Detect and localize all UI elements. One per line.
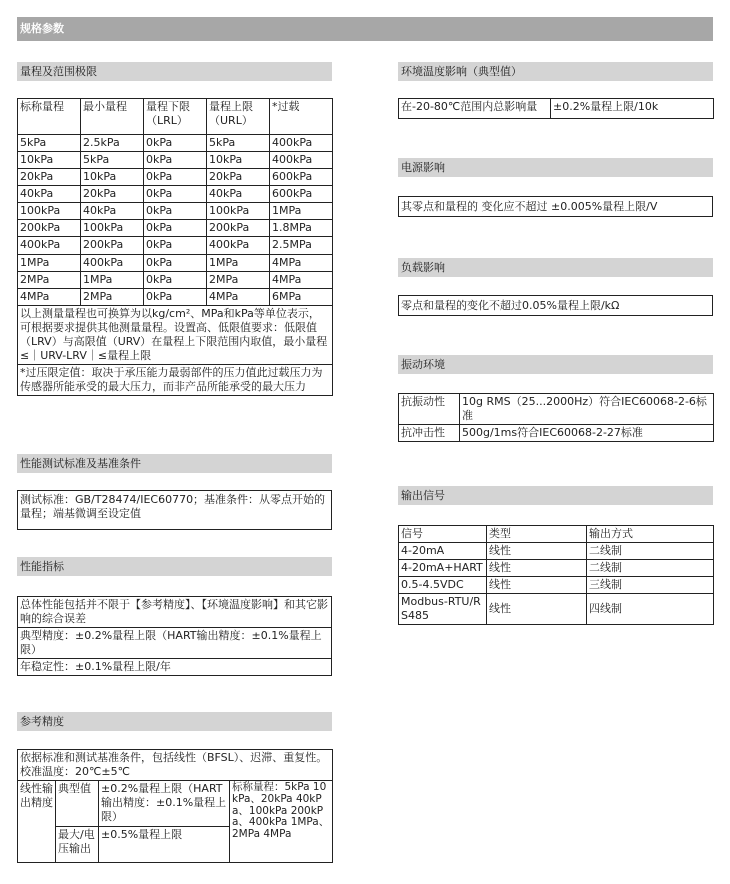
- cell-nominal: 100kPa: [18, 203, 81, 220]
- range-row: [18, 271, 333, 288]
- overload-note-row: [18, 365, 333, 396]
- cell-min: 40kPa: [81, 203, 144, 220]
- col-header-nominal: 标称量程: [18, 99, 81, 135]
- cell-overload: 600kPa: [270, 186, 333, 203]
- overload-note: *过压限定值：取决于承压能力最弱部件的压力值此过载压力为传感器所能承受的最大压力，而非产品所能承受的最大压力: [18, 365, 333, 396]
- col-header-url: 量程上限（URL）: [207, 99, 270, 135]
- col-header-type: 类型: [487, 526, 587, 543]
- cell-mode: 二线制: [587, 560, 714, 577]
- cell-nominal: 200kPa: [18, 220, 81, 237]
- power-text: 其零点和量程的 变化应不超过 ±0.005%量程上限/V: [401, 200, 658, 213]
- perf-typical: 典型精度：±0.2%量程上限（HART输出精度：±0.1%量程上限）: [18, 628, 332, 659]
- temp-table: [398, 98, 714, 119]
- vibration-row: [399, 394, 714, 425]
- typical-value: ±0.2%量程上限（HART输出精度：±0.1%量程上限）: [99, 781, 230, 827]
- section-title-vibration: 振动环境: [398, 355, 713, 374]
- cell-signal: 0.5-4.5VDC: [399, 577, 487, 594]
- cell-type: 线性: [487, 560, 587, 577]
- cell-url: 20kPa: [207, 169, 270, 186]
- temp-row: [399, 99, 714, 119]
- range-row: [18, 254, 333, 271]
- cell-lrl: 0kPa: [144, 203, 207, 220]
- col-header-lrl: 量程下限（LRL）: [144, 99, 207, 135]
- cell-mode: 四线制: [587, 594, 714, 625]
- cell-overload: 400kPa: [270, 135, 333, 152]
- section-title-perf: 性能指标: [17, 557, 332, 576]
- ref-acc-table: [17, 749, 333, 863]
- cell-lrl: 0kPa: [144, 135, 207, 152]
- perf-std-text: 测试标准：GB/T28474/IEC60770；基准条件：从零点开始的量程；端基微调至设定值: [20, 493, 326, 521]
- cell-lrl: 0kPa: [144, 237, 207, 254]
- cell-nominal: 10kPa: [18, 152, 81, 169]
- cell-lrl: 0kPa: [144, 220, 207, 237]
- cell-overload: 400kPa: [270, 152, 333, 169]
- cell-overload: 6MPa: [270, 288, 333, 305]
- load-box: [398, 295, 713, 316]
- cell-nominal: 40kPa: [18, 186, 81, 203]
- cell-overload: 1MPa: [270, 203, 333, 220]
- cell-overload: 4MPa: [270, 271, 333, 288]
- range-row: [18, 220, 333, 237]
- ref-acc-intro: 依据标准和测试基准条件，包括线性（BFSL）、迟滞、重复性。校准温度：20℃±5℃: [18, 750, 333, 781]
- cell-min: 400kPa: [81, 254, 144, 271]
- section-title-power: 电源影响: [398, 158, 713, 177]
- vibration-value: 10g RMS（25...2000Hz）符合IEC60068-2-6标准: [460, 394, 714, 425]
- col-header-mode: 输出方式: [587, 526, 714, 543]
- cell-signal: 4-20mA: [399, 543, 487, 560]
- output-row: [399, 543, 714, 560]
- range-note: 以上测量量程也可换算为以kg/cm²、MPa和kPa等单位表示，可根据要求提供其他测量量程。设置高、低限值要求：低限值（LRV）与高限值（URV）在量程上下限范围内取值，最小量程≤｜URV-LRV｜≤量程上限: [18, 305, 333, 364]
- cell-min: 2.5kPa: [81, 135, 144, 152]
- shock-label: 抗冲击性: [399, 425, 460, 442]
- section-title-output: 输出信号: [398, 486, 713, 505]
- cell-signal: 4-20mA+HART: [399, 560, 487, 577]
- cell-url: 5kPa: [207, 135, 270, 152]
- nominal-ranges-note: 标称量程：5kPa 10kPa、20kPa 40kPa、100kPa 200kPa、400kPa 1MPa、2MPa 4MPa: [230, 781, 333, 863]
- cell-lrl: 0kPa: [144, 186, 207, 203]
- section-title-perf-std: 性能测试标准及基准条件: [17, 454, 332, 473]
- vibration-table: [398, 393, 714, 442]
- range-row: [18, 152, 333, 169]
- linear-output-label: 线性输出精度: [18, 781, 56, 863]
- range-row: [18, 203, 333, 220]
- cell-lrl: 0kPa: [144, 254, 207, 271]
- cell-signal: Modbus-RTU/RS485: [399, 594, 487, 625]
- cell-min: 1MPa: [81, 271, 144, 288]
- cell-nominal: 2MPa: [18, 271, 81, 288]
- cell-url: 40kPa: [207, 186, 270, 203]
- cell-nominal: 5kPa: [18, 135, 81, 152]
- typical-label: 典型值: [56, 781, 99, 827]
- cell-min: 10kPa: [81, 169, 144, 186]
- output-row: [399, 594, 714, 625]
- output-table: [398, 525, 714, 625]
- cell-lrl: 0kPa: [144, 288, 207, 305]
- range-header-row: [18, 99, 333, 135]
- cell-mode: 三线制: [587, 577, 714, 594]
- ref-acc-typical-row: [18, 781, 333, 827]
- cell-min: 5kPa: [81, 152, 144, 169]
- section-title-range: 量程及范围极限: [17, 62, 332, 81]
- power-box: [398, 196, 713, 217]
- section-title-load: 负载影响: [398, 258, 713, 277]
- cell-mode: 二线制: [587, 543, 714, 560]
- max-value: ±0.5%量程上限: [99, 827, 230, 863]
- page-title: 规格参数: [17, 17, 713, 41]
- temp-label: 在-20-80℃范围内总影响量: [399, 99, 551, 119]
- cell-nominal: 400kPa: [18, 237, 81, 254]
- cell-min: 100kPa: [81, 220, 144, 237]
- range-row: [18, 237, 333, 254]
- section-title-temp: 环境温度影响（典型值）: [398, 62, 713, 81]
- cell-min: 2MPa: [81, 288, 144, 305]
- vibration-label: 抗振动性: [399, 394, 460, 425]
- cell-url: 1MPa: [207, 254, 270, 271]
- cell-overload: 1.8MPa: [270, 220, 333, 237]
- output-header-row: [399, 526, 714, 543]
- perf-row: [18, 659, 332, 676]
- cell-overload: 600kPa: [270, 169, 333, 186]
- cell-min: 200kPa: [81, 237, 144, 254]
- perf-stability: 年稳定性：±0.1%量程上限/年: [18, 659, 332, 676]
- cell-lrl: 0kPa: [144, 169, 207, 186]
- load-text: 零点和量程的变化不超过0.05%量程上限/kΩ: [401, 299, 620, 312]
- cell-nominal: 4MPa: [18, 288, 81, 305]
- range-note-row: [18, 305, 333, 364]
- cell-min: 20kPa: [81, 186, 144, 203]
- shock-row: [399, 425, 714, 442]
- section-title-ref-acc: 参考精度: [17, 712, 332, 731]
- range-row: [18, 186, 333, 203]
- cell-type: 线性: [487, 543, 587, 560]
- range-table: [17, 98, 333, 396]
- cell-url: 10kPa: [207, 152, 270, 169]
- perf-row: [18, 628, 332, 659]
- cell-nominal: 1MPa: [18, 254, 81, 271]
- range-row: [18, 288, 333, 305]
- output-row: [399, 560, 714, 577]
- cell-lrl: 0kPa: [144, 152, 207, 169]
- ref-acc-intro-row: [18, 750, 333, 781]
- cell-url: 400kPa: [207, 237, 270, 254]
- cell-url: 4MPa: [207, 288, 270, 305]
- range-row: [18, 169, 333, 186]
- cell-nominal: 20kPa: [18, 169, 81, 186]
- perf-table: [17, 596, 332, 676]
- col-header-signal: 信号: [399, 526, 487, 543]
- temp-value: ±0.2%量程上限/10k: [551, 99, 714, 119]
- range-row: [18, 135, 333, 152]
- perf-std-box: [17, 490, 332, 530]
- cell-url: 200kPa: [207, 220, 270, 237]
- cell-type: 线性: [487, 577, 587, 594]
- cell-url: 100kPa: [207, 203, 270, 220]
- max-label: 最大/电压输出: [56, 827, 99, 863]
- cell-url: 2MPa: [207, 271, 270, 288]
- col-header-min: 最小量程: [81, 99, 144, 135]
- cell-overload: 2.5MPa: [270, 237, 333, 254]
- cell-type: 线性: [487, 594, 587, 625]
- col-header-overload: *过载: [270, 99, 333, 135]
- output-row: [399, 577, 714, 594]
- cell-lrl: 0kPa: [144, 271, 207, 288]
- cell-overload: 4MPa: [270, 254, 333, 271]
- shock-value: 500g/1ms符合IEC60068-2-27标准: [460, 425, 714, 442]
- perf-row: [18, 597, 332, 628]
- perf-overall: 总体性能包括并不限于【参考精度】、【环境温度影响】和其它影响的综合误差: [18, 597, 332, 628]
